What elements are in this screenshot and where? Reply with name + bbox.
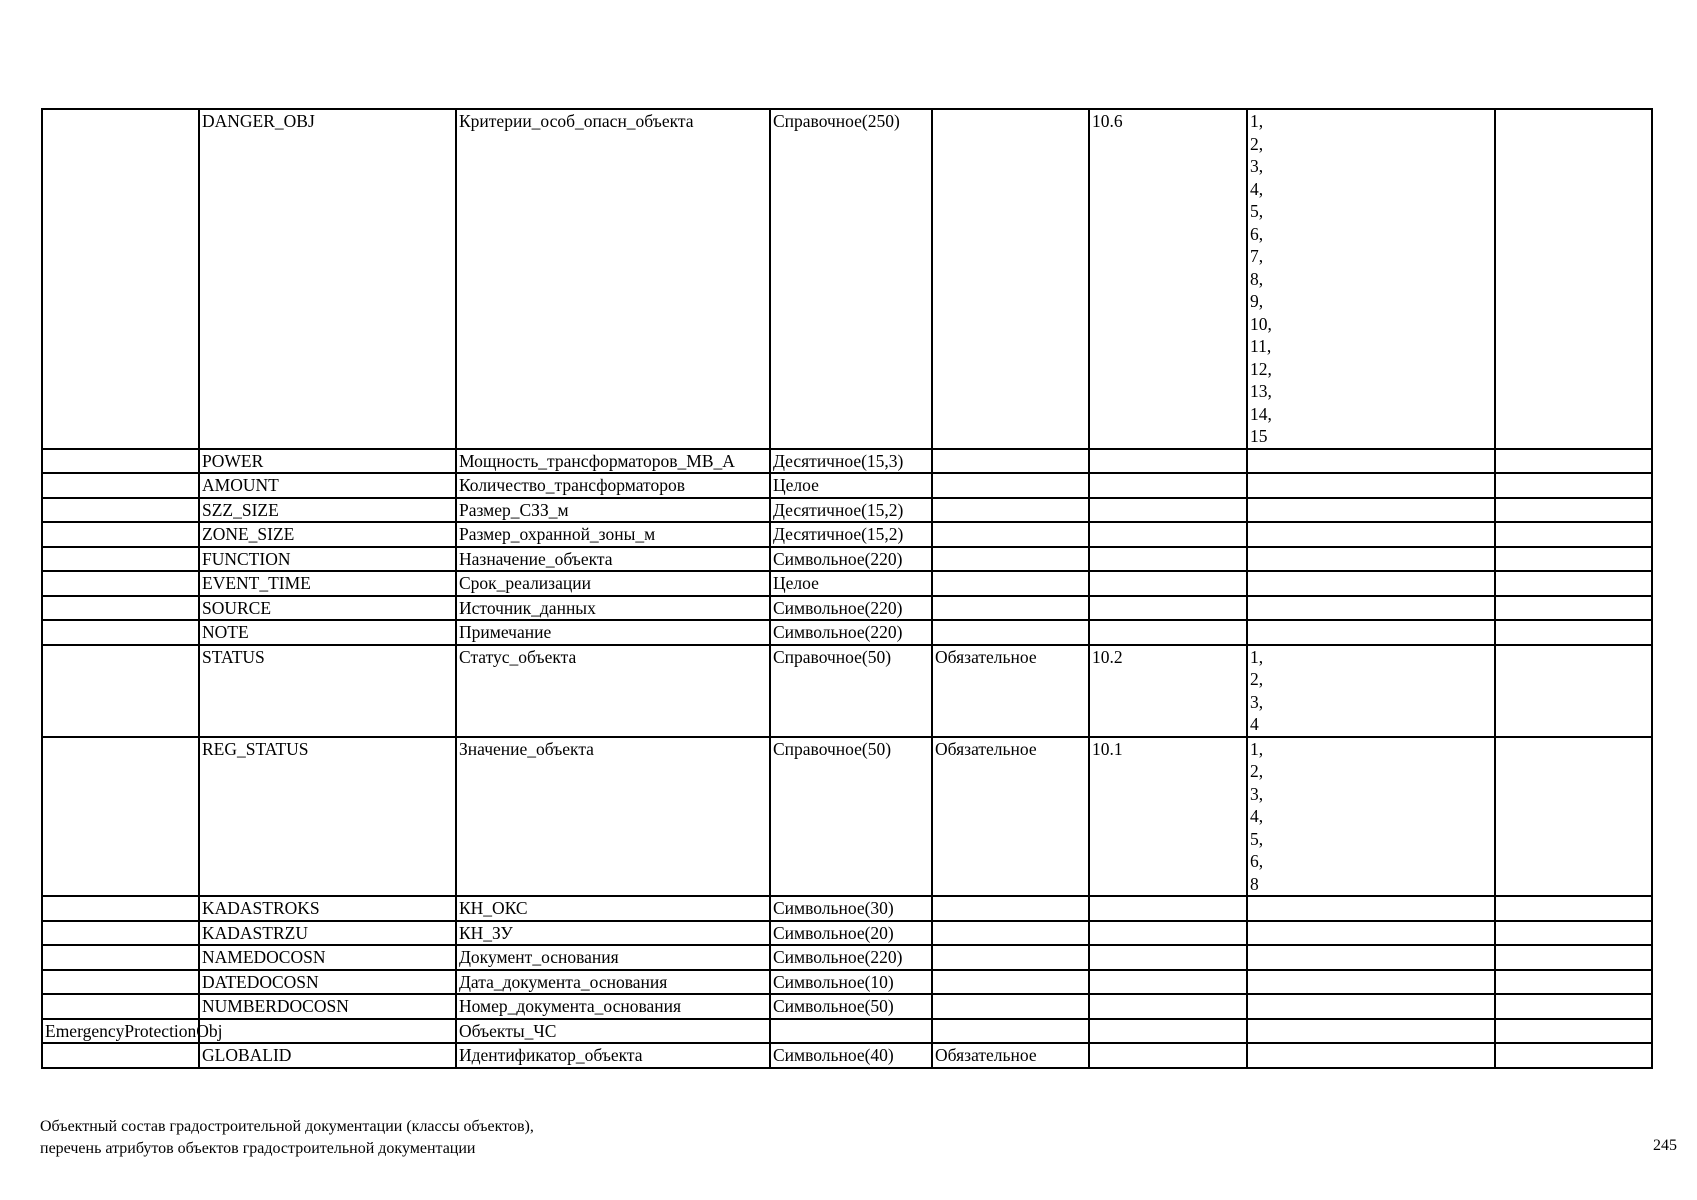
table-row [42, 737, 1652, 897]
empty-cell [1495, 620, 1652, 645]
values-cell [1247, 449, 1495, 474]
reference-cell: 10.1 [1089, 737, 1247, 897]
requirement-cell [932, 921, 1089, 946]
requirement-cell [932, 970, 1089, 995]
table-row [42, 645, 1652, 737]
values-cell: 1, 2, 3, 4, 5, 6, 7, 8, 9, 10, 11, 12, 13, 14, 15 [1247, 109, 1495, 449]
values-cell [1247, 522, 1495, 547]
values-cell [1247, 571, 1495, 596]
type-cell: Целое [770, 571, 932, 596]
field-name-cell: ZONE_SIZE [199, 522, 456, 547]
reference-cell [1089, 596, 1247, 621]
empty-cell [1495, 645, 1652, 737]
reference-cell [1089, 473, 1247, 498]
values-cell [1247, 1043, 1495, 1068]
requirement-cell [932, 1019, 1089, 1044]
field-name-cell: NAMEDOCOSN [199, 945, 456, 970]
requirement-cell [932, 994, 1089, 1019]
table-row [42, 596, 1652, 621]
alias-cell: Объекты_ЧС [456, 1019, 770, 1044]
field-name-cell: DANGER_OBJ [199, 109, 456, 449]
table-row [42, 994, 1652, 1019]
alias-cell: КН_ОКС [456, 896, 770, 921]
reference-cell: 10.2 [1089, 645, 1247, 737]
table-row [42, 547, 1652, 572]
class-name-cell [42, 645, 199, 737]
field-name-cell: KADASTRZU [199, 921, 456, 946]
class-name-cell [42, 945, 199, 970]
values-cell: 1, 2, 3, 4, 5, 6, 8 [1247, 737, 1495, 897]
class-name-cell [42, 896, 199, 921]
type-cell: Целое [770, 473, 932, 498]
values-cell [1247, 921, 1495, 946]
alias-cell: Дата_документа_основания [456, 970, 770, 995]
table-row [42, 921, 1652, 946]
class-name-cell [42, 620, 199, 645]
values-cell [1247, 1019, 1495, 1044]
alias-cell: Источник_данных [456, 596, 770, 621]
alias-cell: КН_ЗУ [456, 921, 770, 946]
empty-cell [1495, 596, 1652, 621]
class-name-cell [42, 737, 199, 897]
requirement-cell [932, 109, 1089, 449]
reference-cell [1089, 620, 1247, 645]
alias-cell: Документ_основания [456, 945, 770, 970]
type-cell: Символьное(50) [770, 994, 932, 1019]
field-name-cell: EVENT_TIME [199, 571, 456, 596]
class-name-cell [42, 449, 199, 474]
class-name-cell [42, 921, 199, 946]
field-name-cell: AMOUNT [199, 473, 456, 498]
values-cell [1247, 994, 1495, 1019]
field-name-cell: KADASTROKS [199, 896, 456, 921]
class-name-cell [42, 571, 199, 596]
alias-cell: Номер_документа_основания [456, 994, 770, 1019]
type-cell: Символьное(220) [770, 945, 932, 970]
alias-cell: Размер_охранной_зоны_м [456, 522, 770, 547]
reference-cell [1089, 970, 1247, 995]
class-name-cell [42, 522, 199, 547]
alias-cell: Идентификатор_объекта [456, 1043, 770, 1068]
requirement-cell [932, 522, 1089, 547]
alias-cell: Назначение_объекта [456, 547, 770, 572]
reference-cell [1089, 571, 1247, 596]
reference-cell [1089, 547, 1247, 572]
empty-cell [1495, 522, 1652, 547]
alias-cell: Срок_реализации [456, 571, 770, 596]
empty-cell [1495, 970, 1652, 995]
class-name-cell: EmergencyProtectionObj [42, 1019, 199, 1044]
footer-line-1: Объектный состав градостроительной документации (классы объектов), [40, 1118, 534, 1135]
alias-cell: Мощность_трансформаторов_МВ_А [456, 449, 770, 474]
empty-cell [1495, 945, 1652, 970]
requirement-cell [932, 473, 1089, 498]
alias-cell: Количество_трансформаторов [456, 473, 770, 498]
class-name-cell [42, 109, 199, 449]
reference-cell [1089, 1019, 1247, 1044]
type-cell: Символьное(220) [770, 596, 932, 621]
class-name-cell [42, 970, 199, 995]
empty-cell [1495, 498, 1652, 523]
field-name-cell: NUMBERDOCOSN [199, 994, 456, 1019]
table-row [42, 473, 1652, 498]
values-cell [1247, 498, 1495, 523]
alias-cell: Значение_объекта [456, 737, 770, 897]
type-cell: Символьное(220) [770, 547, 932, 572]
footer-caption [40, 1116, 534, 1160]
field-name-cell: FUNCTION [199, 547, 456, 572]
requirement-cell [932, 596, 1089, 621]
type-cell: Символьное(30) [770, 896, 932, 921]
type-cell: Символьное(10) [770, 970, 932, 995]
table-row [42, 970, 1652, 995]
table-row [42, 1043, 1652, 1068]
empty-cell [1495, 1043, 1652, 1068]
field-name-cell: DATEDOCOSN [199, 970, 456, 995]
empty-cell [1495, 109, 1652, 449]
type-cell: Справочное(50) [770, 645, 932, 737]
type-cell: Десятичное(15,3) [770, 449, 932, 474]
values-cell [1247, 945, 1495, 970]
page-number: 245 [1653, 1137, 1677, 1154]
values-cell [1247, 896, 1495, 921]
requirement-cell [932, 498, 1089, 523]
alias-cell: Статус_объекта [456, 645, 770, 737]
values-cell [1247, 970, 1495, 995]
reference-cell [1089, 498, 1247, 523]
requirement-cell [932, 620, 1089, 645]
reference-cell: 10.6 [1089, 109, 1247, 449]
reference-cell [1089, 945, 1247, 970]
empty-cell [1495, 1019, 1652, 1044]
field-name-cell: NOTE [199, 620, 456, 645]
requirement-cell [932, 571, 1089, 596]
empty-cell [1495, 994, 1652, 1019]
empty-cell [1495, 547, 1652, 572]
field-name-cell [199, 1019, 456, 1044]
requirement-cell [932, 945, 1089, 970]
table-row [42, 620, 1652, 645]
table-row [42, 522, 1652, 547]
type-cell: Символьное(40) [770, 1043, 932, 1068]
field-name-cell: SOURCE [199, 596, 456, 621]
class-name-cell [42, 498, 199, 523]
field-name-cell: REG_STATUS [199, 737, 456, 897]
empty-cell [1495, 449, 1652, 474]
requirement-cell [932, 449, 1089, 474]
class-name-cell [42, 1043, 199, 1068]
table-row [42, 896, 1652, 921]
reference-cell [1089, 1043, 1247, 1068]
footer-line-2: перечень атрибутов объектов градостроительной документации [40, 1140, 476, 1157]
reference-cell [1089, 994, 1247, 1019]
class-name-cell [42, 473, 199, 498]
table-row [42, 571, 1652, 596]
empty-cell [1495, 737, 1652, 897]
values-cell [1247, 473, 1495, 498]
requirement-cell [932, 547, 1089, 572]
empty-cell [1495, 921, 1652, 946]
values-cell: 1, 2, 3, 4 [1247, 645, 1495, 737]
field-name-cell: SZZ_SIZE [199, 498, 456, 523]
reference-cell [1089, 522, 1247, 547]
table-row [42, 1019, 1652, 1044]
type-cell: Символьное(20) [770, 921, 932, 946]
alias-cell: Примечание [456, 620, 770, 645]
reference-cell [1089, 921, 1247, 946]
class-name-cell [42, 596, 199, 621]
field-name-cell: STATUS [199, 645, 456, 737]
table-row [42, 945, 1652, 970]
type-cell: Символьное(220) [770, 620, 932, 645]
empty-cell [1495, 896, 1652, 921]
table-row [42, 449, 1652, 474]
empty-cell [1495, 473, 1652, 498]
alias-cell: Критерии_особ_опасн_объекта [456, 109, 770, 449]
class-name-cell [42, 994, 199, 1019]
reference-cell [1089, 896, 1247, 921]
table-row [42, 498, 1652, 523]
field-name-cell: GLOBALID [199, 1043, 456, 1068]
requirement-cell: Обязательное [932, 1043, 1089, 1068]
reference-cell [1089, 449, 1247, 474]
type-cell: Десятичное(15,2) [770, 498, 932, 523]
type-cell: Справочное(50) [770, 737, 932, 897]
requirement-cell: Обязательное [932, 645, 1089, 737]
alias-cell: Размер_СЗЗ_м [456, 498, 770, 523]
field-name-cell: POWER [199, 449, 456, 474]
type-cell: Справочное(250) [770, 109, 932, 449]
requirement-cell [932, 896, 1089, 921]
table-row [42, 109, 1652, 449]
empty-cell [1495, 571, 1652, 596]
values-cell [1247, 596, 1495, 621]
type-cell [770, 1019, 932, 1044]
class-name-cell [42, 547, 199, 572]
requirement-cell: Обязательное [932, 737, 1089, 897]
values-cell [1247, 547, 1495, 572]
values-cell [1247, 620, 1495, 645]
type-cell: Десятичное(15,2) [770, 522, 932, 547]
attributes-table [41, 108, 1653, 1069]
